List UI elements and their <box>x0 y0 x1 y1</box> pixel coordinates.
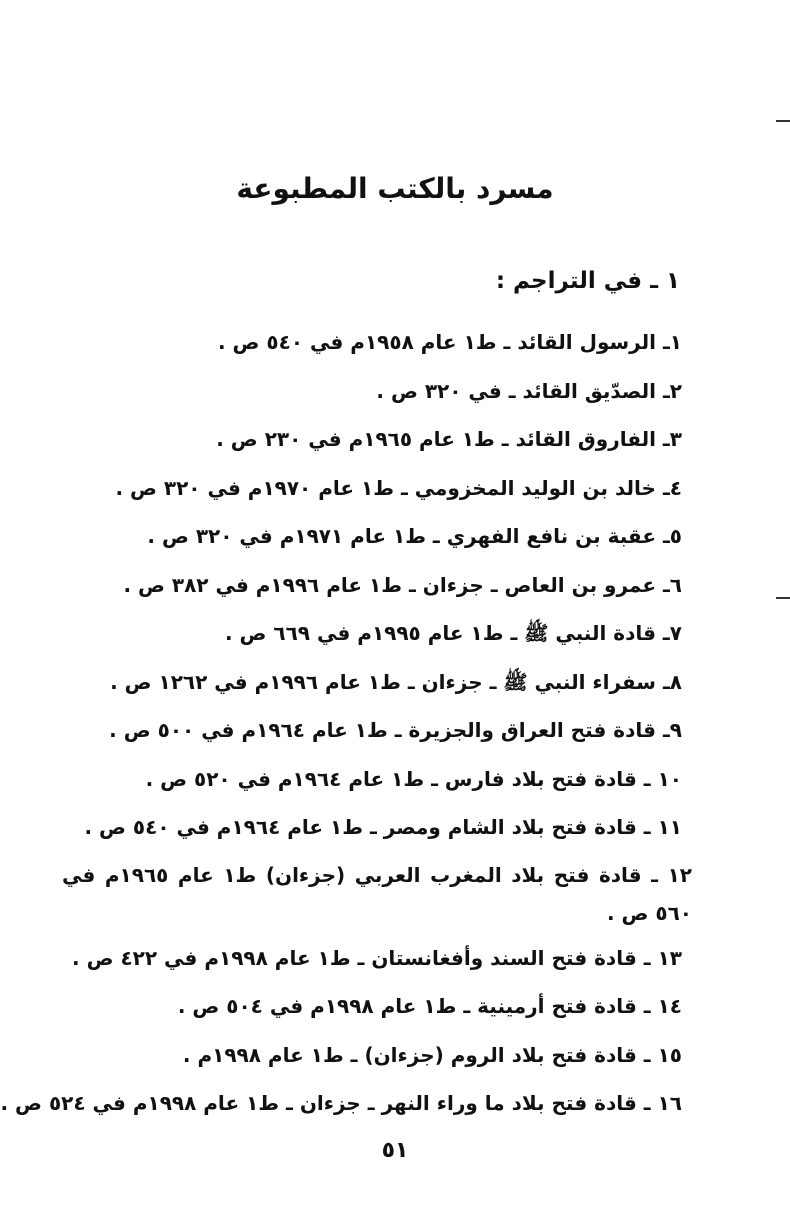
section-heading: ١ ـ في التراجم : <box>495 268 680 294</box>
page-number: ٥١ <box>381 1138 409 1163</box>
page-title: مسرد بالكتب المطبوعة <box>236 172 554 205</box>
book-list <box>0 322 692 1132</box>
list-item: ٥ـ عقبة بن نافع الفهري ـ ط١ عام ١٩٧١م في ٣٢٠ ص . <box>147 524 682 548</box>
list-item: ١٤ ـ قادة فتح أرمينية ـ ط١ عام ١٩٩٨م في ٥٠٤ ص . <box>177 994 682 1018</box>
list-item: ٤ـ خالد بن الوليد المخزومي ـ ط١ عام ١٩٧٠م في ٣٢٠ ص . <box>115 475 682 500</box>
scan-margin-mark <box>776 120 790 122</box>
list-item: ٢ـ الصدّيق القائد ـ في ٣٢٠ ص . <box>376 378 682 403</box>
list-item: ١٢ ـ قادة فتح بلاد المغرب العربي (جزءان) ط١ عام ١٩٦٥م في ٥٦٠ ص . <box>62 862 692 925</box>
scan-margin-mark <box>776 597 790 599</box>
list-item: ٦ـ عمرو بن العاص ـ جزءان ـ ط١ عام ١٩٩٦م في ٣٨٢ ص . <box>123 572 682 597</box>
list-item: ١٣ ـ قادة فتح السند وأفغانستان ـ ط١ عام ١٩٩٨م في ٤٢٢ ص . <box>72 945 682 970</box>
list-item: ٩ـ قادة فتح العراق والجزيرة ـ ط١ عام ١٩٦٤م في ٥٠٠ ص . <box>109 718 682 742</box>
list-item: ١١ ـ قادة فتح بلاد الشام ومصر ـ ط١ عام ١٩٦٤م في ٥٤٠ ص . <box>84 815 682 839</box>
list-item: ١٦ ـ قادة فتح بلاد ما وراء النهر ـ جزءان ـ ط١ عام ١٩٩٨م في ٥٢٤ ص . <box>0 1091 682 1115</box>
list-item: ١٥ ـ قادة فتح بلاد الروم (جزءان) ـ ط١ عام ١٩٩٨م . <box>182 1042 682 1067</box>
list-item: ١٠ ـ قادة فتح بلاد فارس ـ ط١ عام ١٩٦٤م في ٥٢٠ ص . <box>145 766 682 791</box>
list-item: ٨ـ سفراء النبي ﷺ ـ جزءان ـ ط١ عام ١٩٩٦م في ١٢٦٢ ص . <box>110 669 682 694</box>
list-item: ٣ـ الفاروق القائد ـ ط١ عام ١٩٦٥م في ٢٣٠ ص . <box>216 427 682 451</box>
list-item: ٧ـ قادة النبي ﷺ ـ ط١ عام ١٩٩٥م في ٦٦٩ ص . <box>224 621 682 645</box>
list-item: ١ـ الرسول القائد ـ ط١ عام ١٩٥٨م في ٥٤٠ ص . <box>217 330 682 354</box>
